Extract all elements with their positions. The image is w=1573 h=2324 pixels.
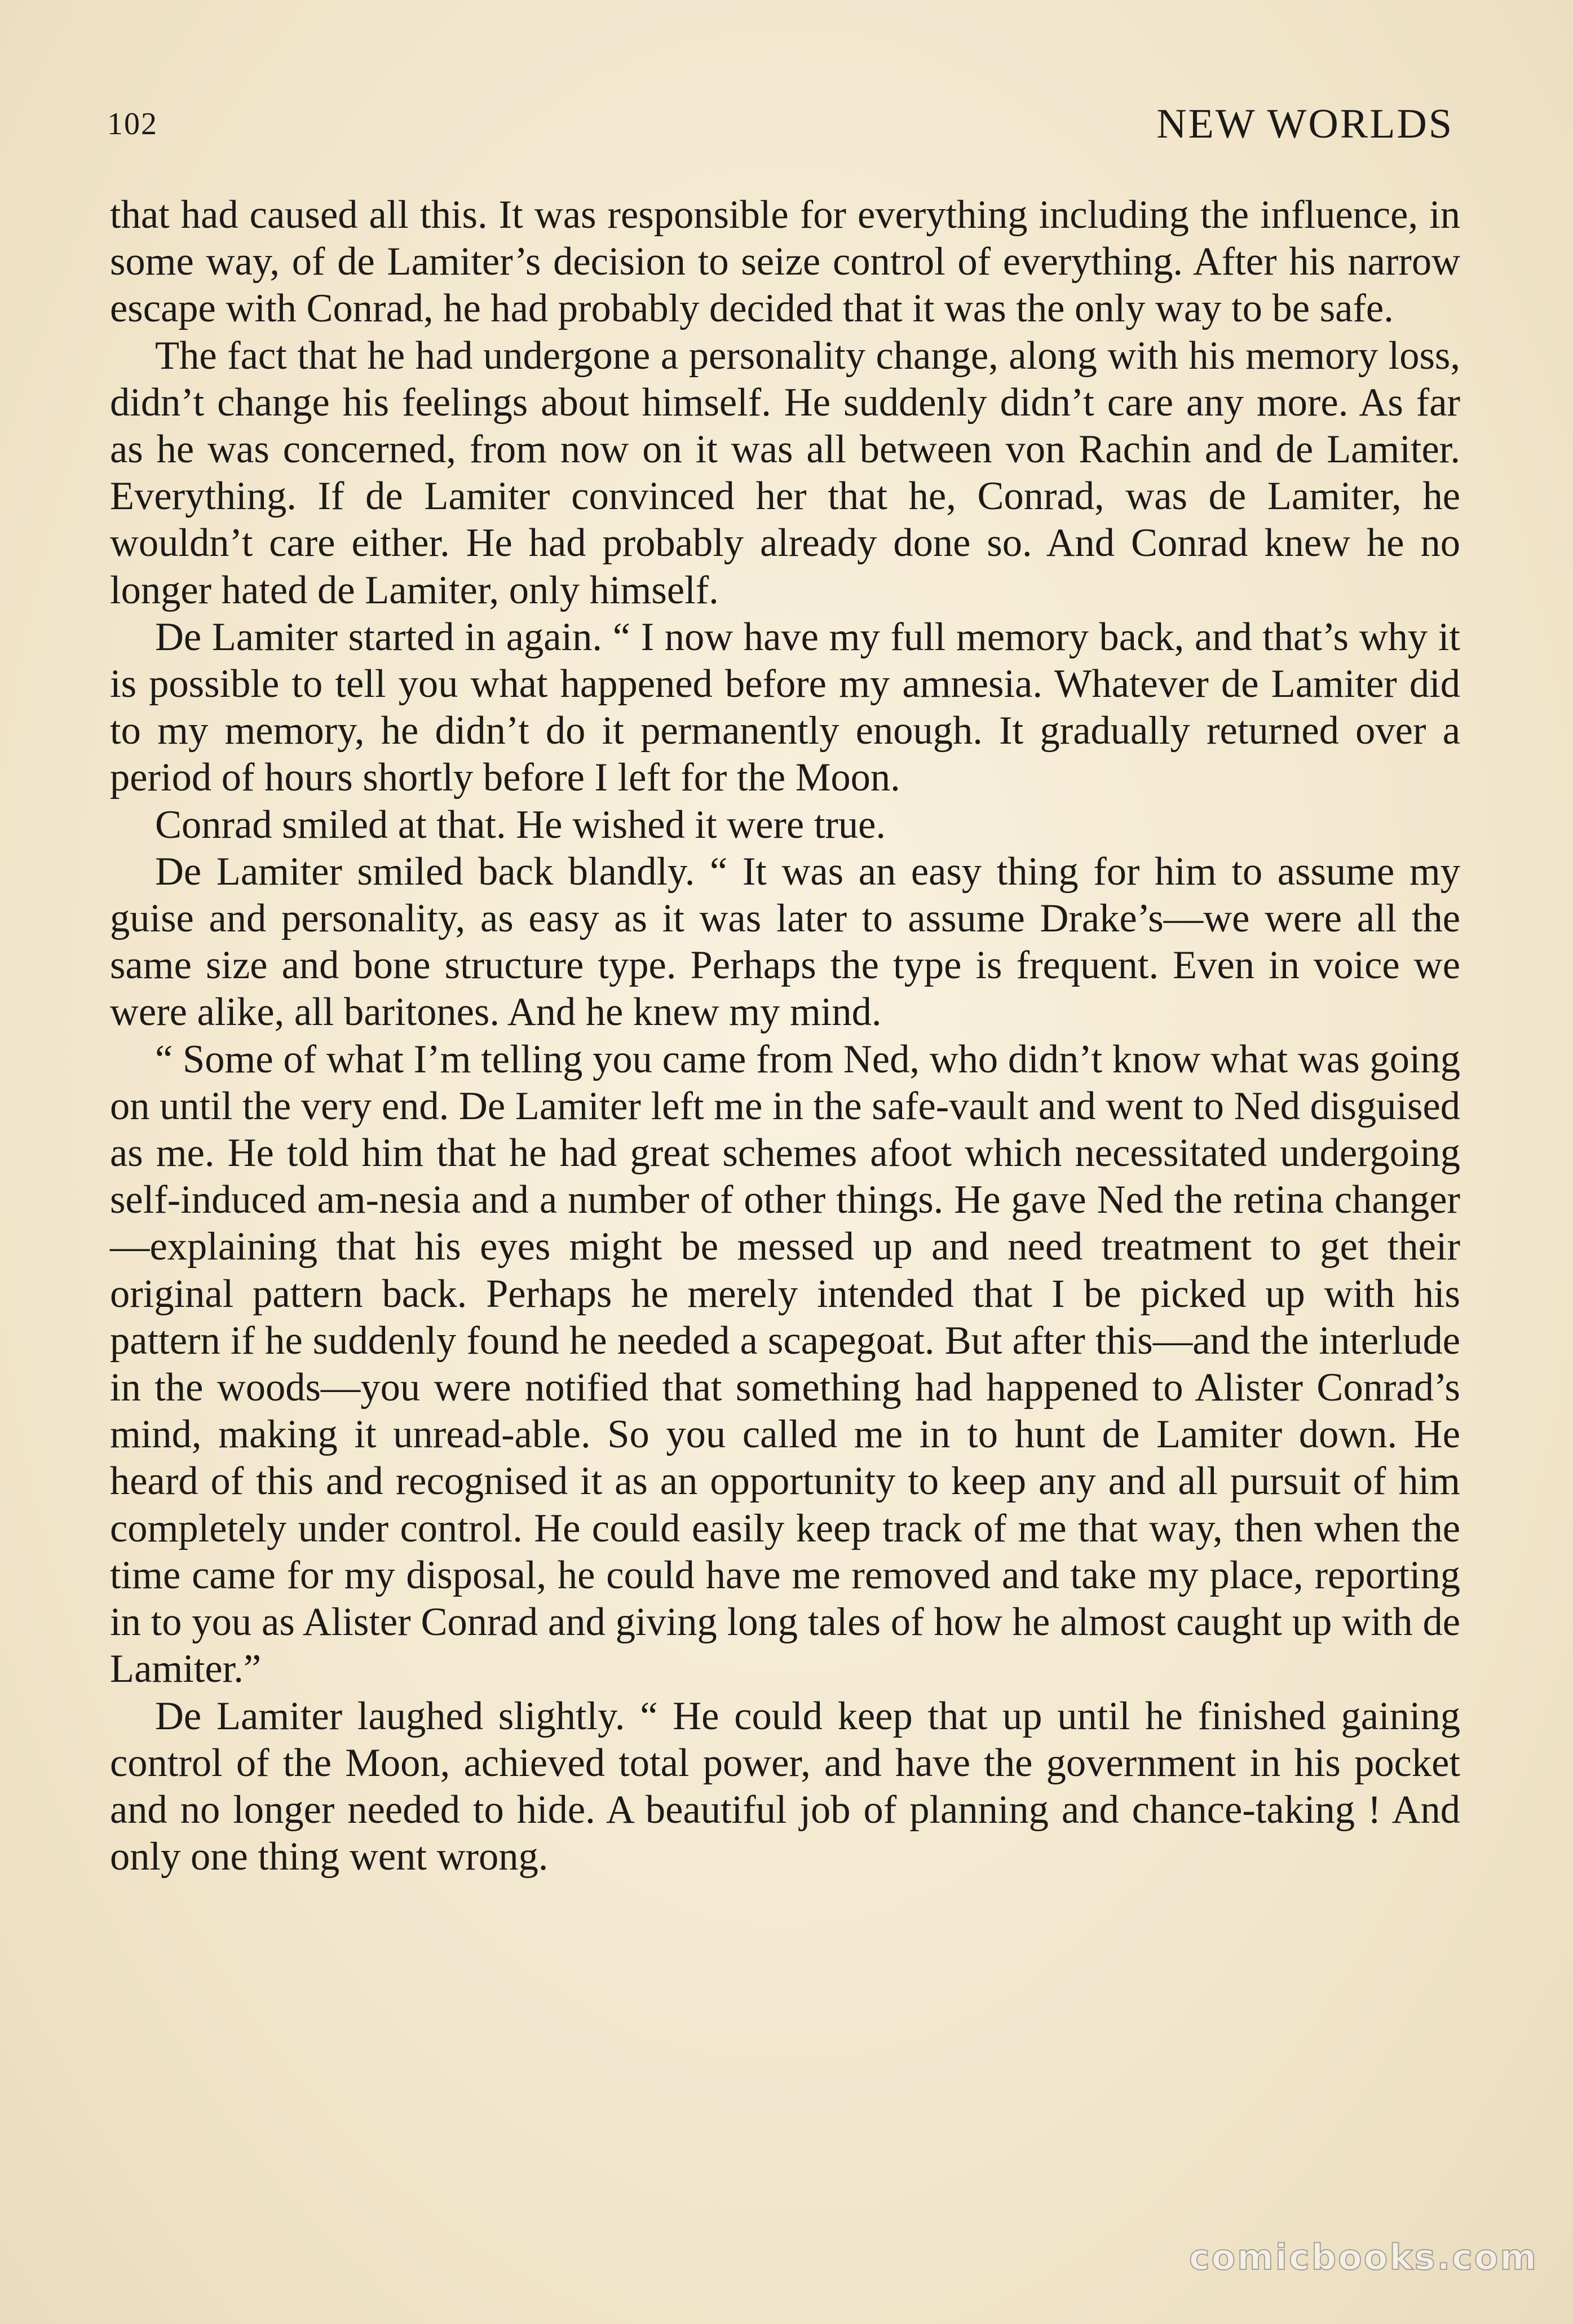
paragraph: that had caused all this. It was responsible for everything including the influence, in some way, of de Lamiter’s decision to seize control of everything. After his narrow escape with Conrad, he had probably decided that it was the only way to be safe. [110, 193, 1460, 331]
body-text [110, 192, 1460, 1880]
paragraph: De Lamiter started in again. “ I now have my full memory back, and that’s why it is possible to tell you what happened before my amnesia. Whatever de Lamiter did to my memory, he didn’t do it permanently enough. It gradually returned over a period of hours shortly before I left for the Moon. [110, 615, 1460, 800]
paragraph: Conrad smiled at that. He wished it were true. [155, 802, 886, 847]
paragraph: “ Some of what I’m telling you came from Ned, who didn’t know what was going on until the very end. De Lamiter left me in the safe-vault and went to Ned disguised as me. He told him that he had great schemes afoot which necessitated undergoing self-induced am-nesia and a number of other things. He gave Ned the retina changer —explaining that his eyes might be messed up and need treatment to get their original pattern back. Perhaps he merely intended that I be picked up with his pattern if he suddenly found he needed a scapegoat. But after this—and the interlude in the woods—you were notified that something had happened to Alister Conrad’s mind, making it unread-able. So you called me in to hunt de Lamiter down. He heard of this and recognised it as an opportunity to keep any and all pursuit of him completely under control. He could easily keep track of me that way, then when the time came for my disposal, he could have me removed and take my place, reporting in to you as Alister Conrad and giving long tales of how he almost caught up with de Lamiter.” [110, 1037, 1460, 1691]
page-number: 102 [107, 107, 158, 142]
paragraph: The fact that he had undergone a personality change, along with his memory loss, didn’t change his feelings about himself. He suddenly didn’t care any more. As far as he was concerned, from now on it was all between von Rachin and de Lamiter. Everything. If de Lamiter convinced her that he, Conrad, was de Lamiter, he wouldn’t care either. He had probably already done so. And Conrad knew he no longer hated de Lamiter, only himself. [110, 333, 1460, 612]
paragraph: De Lamiter smiled back blandly. “ It was an easy thing for him to assume my guise and personality, as easy as it was later to assume Drake’s—we were all the same size and bone structure type. Perhaps the type is frequent. Even in voice we were alike, all baritones. And he knew my mind. [110, 849, 1460, 1035]
page-header [107, 100, 1453, 151]
running-title: NEW WORLDS [1156, 101, 1453, 147]
watermark: comicbooks.com [1188, 2237, 1538, 2278]
paragraph: De Lamiter laughed slightly. “ He could keep that up until he finished gaining control of the Moon, achieved total power, and have the government in his pocket and no longer needed to hide. A beautiful job of planning and chance-taking ! And only one thing went wrong. [110, 1694, 1460, 1879]
